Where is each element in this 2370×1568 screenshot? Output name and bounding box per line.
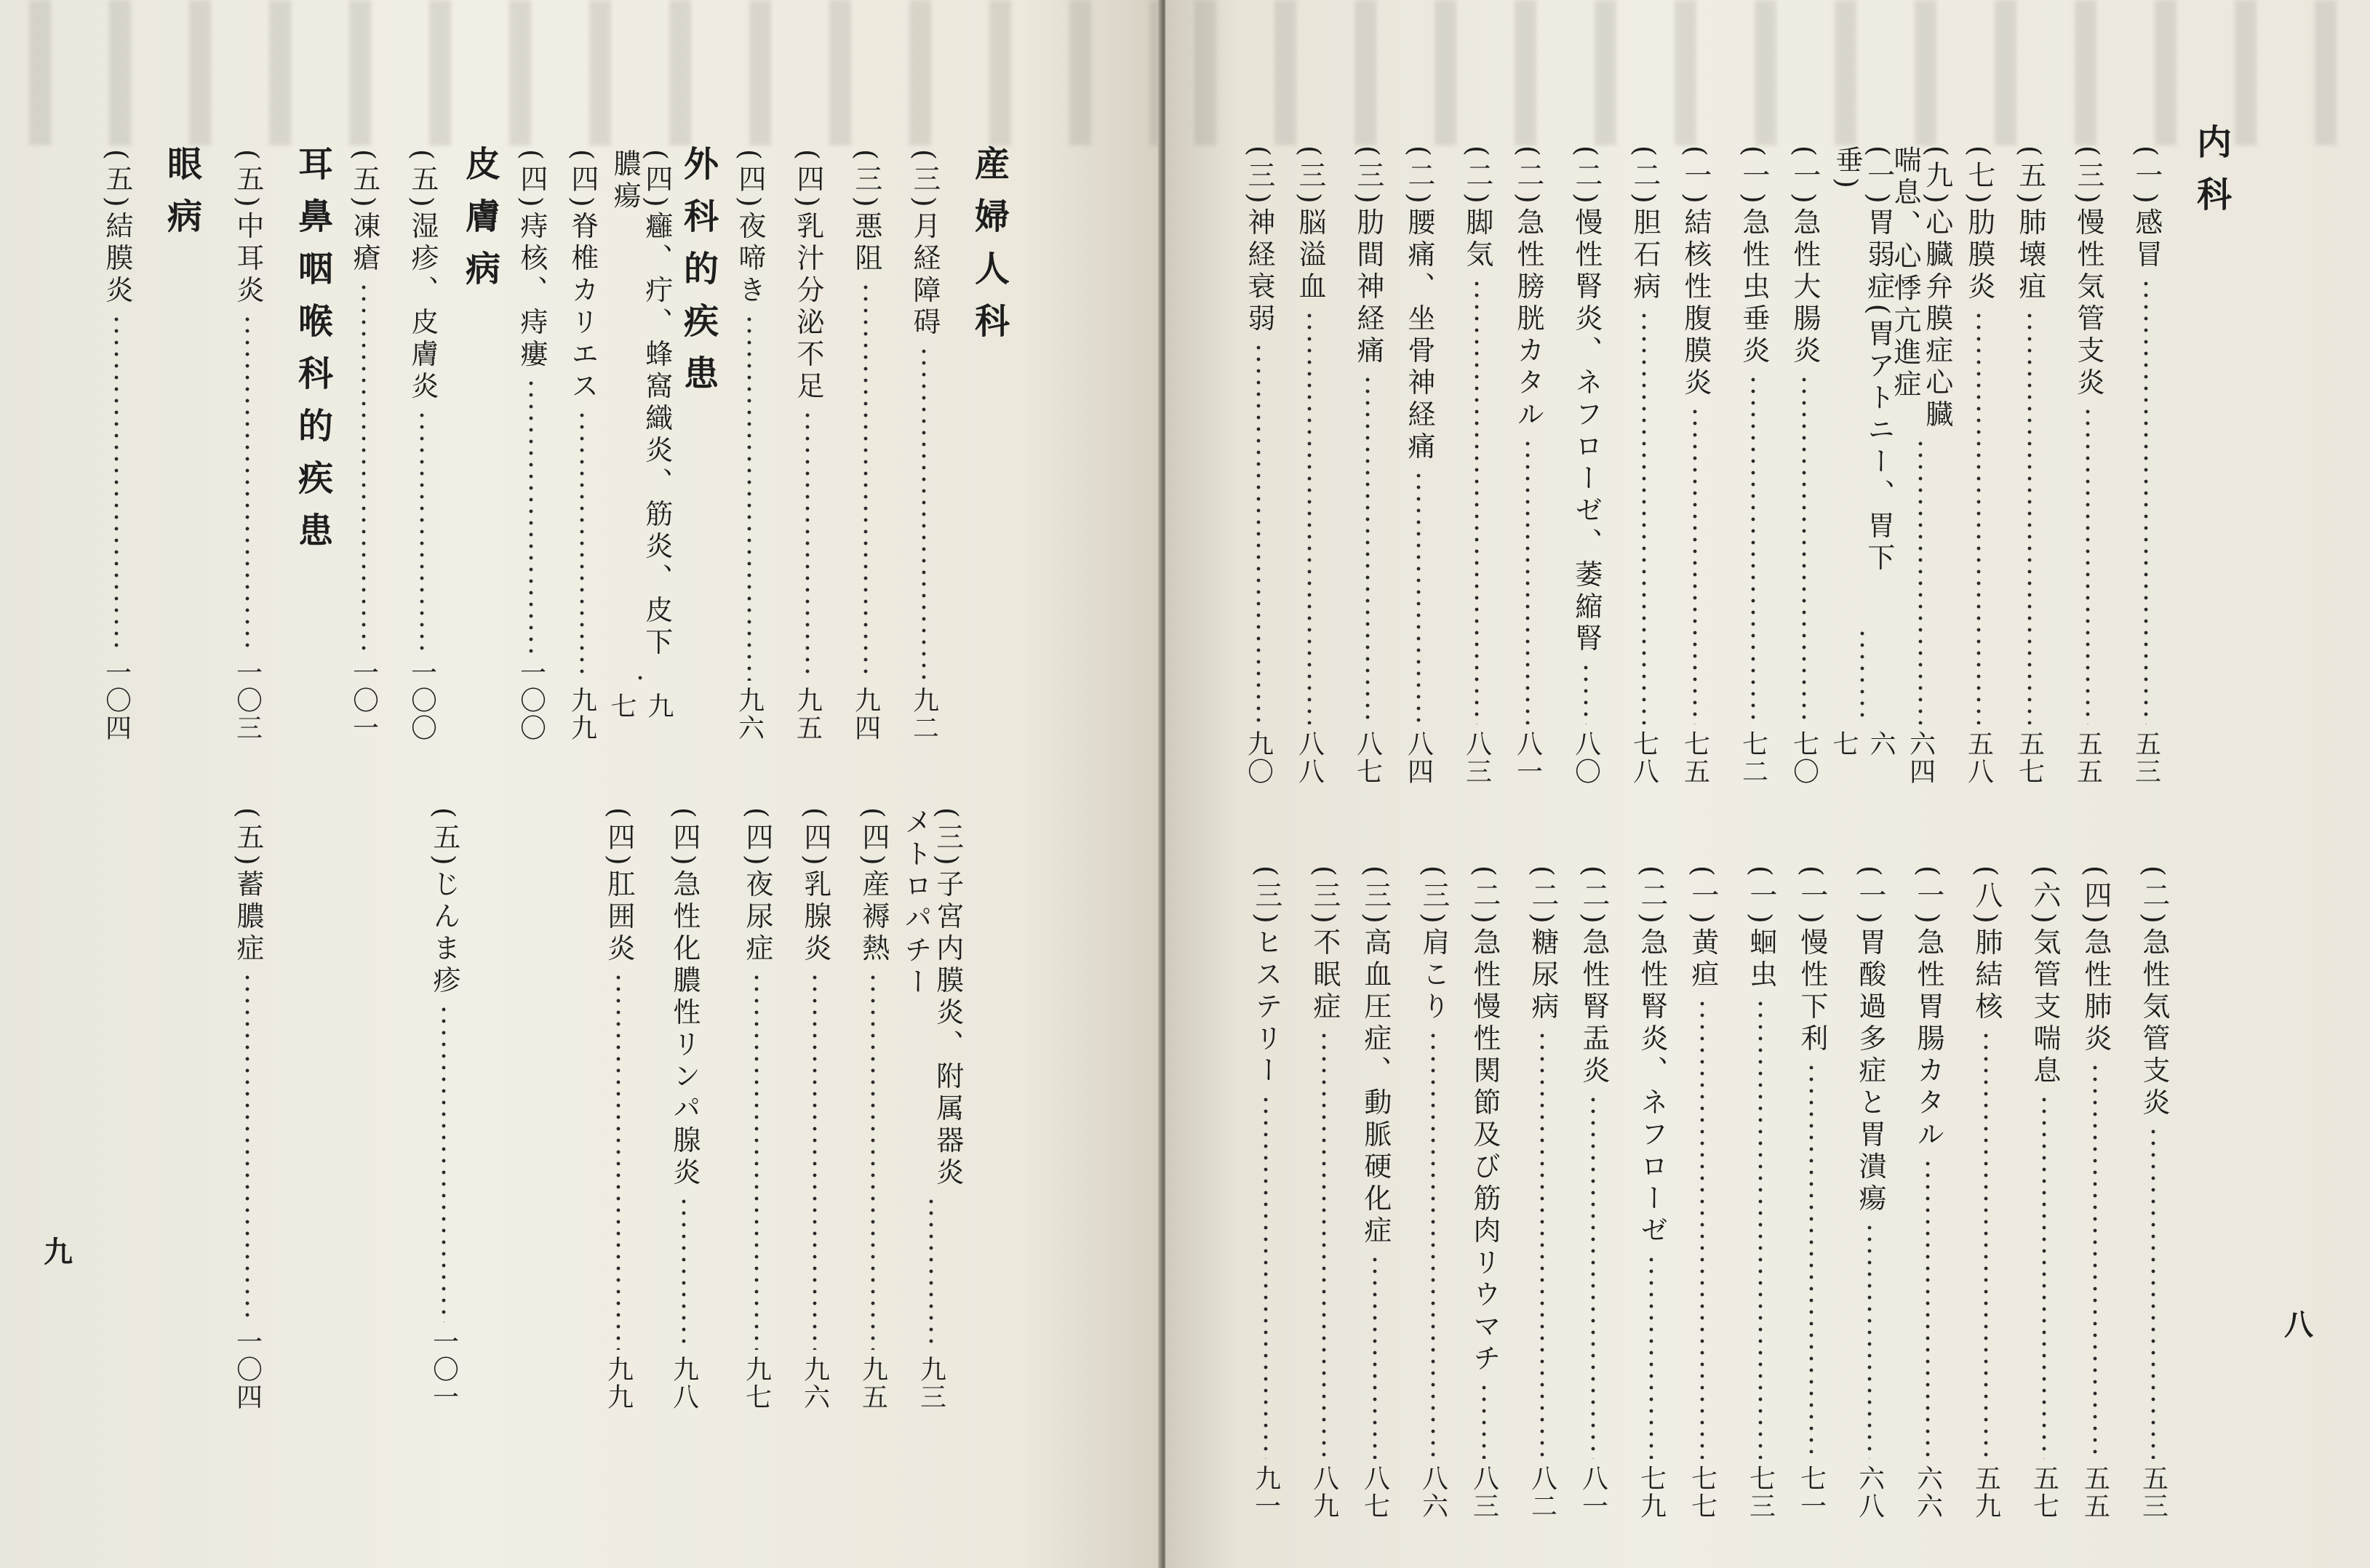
- toc-page-number: 八九: [1309, 1464, 1339, 1520]
- left-entry-11: [335, 149, 393, 742]
- right-lower-entry-4: [1899, 865, 1957, 1520]
- right-lower-entry-14: [1346, 865, 1404, 1520]
- toc-page-number: 五三: [2138, 1464, 2168, 1520]
- right-entry-3: [1950, 145, 2008, 785]
- toc-entry-label: (四)夜啼き: [733, 149, 766, 308]
- toc-page-number: 八二: [1527, 1464, 1557, 1520]
- toc-page-number: 九六: [799, 1355, 830, 1411]
- toc-entry-label: (三)ヒステリー: [1250, 865, 1282, 1088]
- right-entry-6: [1775, 145, 1833, 785]
- toc-page-number: 七七: [1687, 1464, 1717, 1520]
- dot-leader: [420, 409, 424, 653]
- dot-leader: [362, 281, 366, 653]
- left-entry-7: [553, 149, 611, 742]
- toc-entry-label: (四)急性化膿性リンパ腺炎: [668, 807, 701, 1190]
- toc-entry-label: (二)糖尿病: [1526, 865, 1559, 1024]
- dot-leader: [442, 1004, 446, 1322]
- left-heading-0: [960, 145, 1018, 355]
- dot-leader: [1322, 1030, 1326, 1459]
- toc-page-number: 八七: [1360, 1464, 1390, 1520]
- dot-leader: [1751, 374, 1755, 724]
- dot-leader: [682, 1196, 686, 1350]
- toc-entry-label: (四)痔核、痔瘻: [515, 149, 548, 372]
- left-lower-entry-0: [900, 807, 964, 1411]
- dot-leader: [1264, 1094, 1268, 1459]
- dot-leader: [1365, 374, 1370, 724]
- left-entry-13: [218, 149, 276, 742]
- left-entry-6: [607, 149, 674, 742]
- right-lower-entry-12: [1455, 865, 1513, 1520]
- dot-leader: [1758, 998, 1763, 1459]
- right-lower-entry-2: [2015, 865, 2073, 1520]
- dot-leader: [638, 672, 642, 687]
- toc-entry-label: (三)脳溢血: [1293, 145, 1326, 304]
- toc-page-number: 五五: [2080, 1464, 2110, 1520]
- toc-entry-label: (七)肋膜炎: [1963, 145, 1995, 304]
- toc-entry-label: (一)急性胃腸カタル: [1912, 865, 1944, 1152]
- left-entry-10: [393, 149, 451, 742]
- toc-entry-label: (四)急性肺炎: [2079, 865, 2112, 1056]
- toc-entry-label: (二)急性膀胱カタル: [1512, 145, 1544, 432]
- toc-entry-label: (一)急性大腸炎: [1788, 145, 1821, 368]
- toc-page-number: 一〇一: [348, 658, 379, 742]
- toc-entry-label: (四)夜尿症: [741, 807, 773, 966]
- toc-page-number: 五三: [2131, 729, 2161, 785]
- toc-page-number: 九三: [916, 1355, 946, 1411]
- toc-page-number: 九〇: [1243, 729, 1274, 785]
- right-entry-7: [1724, 145, 1782, 785]
- toc-page-number: 六八: [1854, 1464, 1885, 1520]
- toc-page-number: 七一: [1796, 1464, 1827, 1520]
- toc-page-number: 九二: [909, 686, 939, 742]
- toc-page-number: 七三: [1745, 1464, 1776, 1520]
- right-lower-entry-7: [1731, 865, 1790, 1520]
- toc-entry-label: (三)不眠症: [1308, 865, 1341, 1024]
- toc-page-number: 一〇四: [101, 658, 132, 742]
- toc-page-number: 七五: [1680, 729, 1710, 785]
- dot-leader: [805, 409, 810, 681]
- toc-page-number: 九九: [603, 1355, 634, 1411]
- toc-page-number: 五八: [1963, 729, 1994, 785]
- dot-leader: [1373, 1254, 1377, 1459]
- show-through-text: [0, 0, 1161, 145]
- toc-page-number: 五五: [2072, 729, 2103, 785]
- left-heading-12: [284, 145, 342, 564]
- dot-leader: [1591, 1094, 1595, 1459]
- toc-entry-label: (一)胃弱症(胃アトニー、胃下垂): [1831, 145, 1895, 575]
- left-lower-entry-7: [218, 807, 276, 1411]
- toc-entry-label: (四)癰、疔、蜂窩織炎、筋炎、皮下膿瘍: [609, 149, 673, 660]
- right-lower-entry-10: [1564, 865, 1622, 1520]
- right-lower-entry-16: [1237, 865, 1295, 1520]
- toc-page-number: 六六: [1912, 1464, 1943, 1520]
- left-lower-entry-6: [415, 807, 473, 1411]
- page-folio: 八: [2284, 1308, 2313, 1342]
- left-entry-2: [837, 149, 895, 742]
- toc-entry-label: (三)高血圧症、動脈硬化症: [1359, 865, 1392, 1248]
- toc-page-number: 八四: [1403, 729, 1434, 785]
- toc-page-number: 一〇一: [428, 1327, 459, 1411]
- toc-page-number: 九五: [858, 1355, 888, 1411]
- toc-entry-label: (二)脚気: [1461, 145, 1493, 272]
- section-heading: 耳鼻咽喉科的疾患: [292, 145, 333, 564]
- right-entry-0: [2117, 145, 2175, 785]
- toc-page-number: 九五: [792, 686, 823, 742]
- toc-page-number: 六四: [1905, 729, 1936, 785]
- toc-entry-label: (一)蛔虫: [1744, 865, 1777, 992]
- right-entry-15: [1280, 145, 1338, 785]
- toc-entry-label: (二)急性慢性関節及び筋肉リウマチ: [1468, 865, 1501, 1376]
- dot-leader: [1976, 310, 1981, 724]
- toc-page-number: 八八: [1294, 729, 1325, 785]
- right-entry-16: [1229, 145, 1288, 785]
- toc-entry-label: (五)肺壊疽: [2014, 145, 2046, 304]
- right-entry-4: [1889, 145, 1953, 785]
- right-lower-entry-13: [1404, 865, 1462, 1520]
- right-entry-2: [2000, 145, 2059, 785]
- toc-page-number: 一〇三: [232, 658, 263, 742]
- dot-leader: [754, 972, 759, 1350]
- toc-page-number: 八三: [1461, 729, 1492, 785]
- toc-page-number: 九四: [850, 686, 881, 742]
- dot-leader: [1984, 1030, 1988, 1459]
- toc-entry-label: (五)凍瘡: [348, 149, 380, 276]
- toc-page-number: 五九: [1971, 1464, 2001, 1520]
- dot-leader: [871, 972, 875, 1350]
- dot-leader: [2093, 1062, 2097, 1459]
- toc-page-number: 七〇: [1789, 729, 1819, 785]
- dot-leader: [1642, 310, 1646, 724]
- toc-page-number: 七九: [1636, 1464, 1667, 1520]
- right-lower-entry-0: [2124, 865, 2182, 1520]
- toc-entry-label: (二)慢性腎炎、ネフローゼ、萎縮腎: [1570, 145, 1603, 656]
- toc-page-number: 九六: [734, 686, 765, 742]
- toc-entry-label: (四)肛囲炎: [602, 807, 635, 966]
- dot-leader: [1693, 406, 1697, 724]
- toc-page-number: 八一: [1512, 729, 1543, 785]
- right-lower-entry-6: [1782, 865, 1840, 1520]
- dot-leader: [245, 313, 250, 653]
- dot-leader: [1431, 1030, 1435, 1459]
- left-lower-entry-3: [727, 807, 786, 1411]
- right-lower-entry-8: [1673, 865, 1731, 1520]
- left-lower-entry-1: [844, 807, 902, 1411]
- right-entry-10: [1557, 145, 1615, 785]
- dot-leader: [2027, 310, 2032, 724]
- toc-page-number: 八〇: [1571, 729, 1601, 785]
- toc-entry-label: (六)気管支喘息: [2028, 865, 2061, 1088]
- right-entry-13: [1389, 145, 1448, 785]
- left-entry-8: [502, 149, 560, 742]
- toc-entry-label: (一)慢性下利: [1795, 865, 1828, 1056]
- right-entry-9: [1615, 145, 1673, 785]
- right-entry-11: [1499, 145, 1557, 785]
- left-heading-14: [153, 145, 211, 250]
- toc-entry-label: (一)感冒: [2130, 145, 2163, 272]
- left-entry-3: [778, 149, 837, 742]
- toc-page-number: 五七: [2029, 1464, 2059, 1520]
- toc-page-number: 一〇〇: [516, 658, 546, 742]
- toc-entry-label: (四)脊椎カリエス: [566, 149, 599, 404]
- dot-leader: [1584, 662, 1588, 724]
- toc-entry-label: (三)悪阻: [850, 149, 882, 276]
- section-heading: 皮膚病: [459, 145, 500, 303]
- toc-page-number: 一〇四: [232, 1327, 263, 1411]
- left-entry-15: [87, 149, 145, 742]
- toc-entry-label: (五)中耳炎: [231, 149, 264, 308]
- dot-leader: [2042, 1094, 2046, 1459]
- right-entry-14: [1338, 145, 1397, 785]
- left-entry-1: [895, 149, 953, 742]
- right-lower-entry-3: [1957, 865, 2015, 1520]
- section-heading: 外科的疾患: [677, 145, 719, 407]
- page-folio: 九: [44, 1235, 73, 1269]
- section-heading-naika: [2182, 124, 2241, 228]
- toc-entry-label: (四)乳汁分泌不足: [791, 149, 824, 404]
- section-heading: 内科: [2190, 124, 2232, 228]
- toc-entry-label: (四)産褥熱: [857, 807, 890, 966]
- toc-entry-label: (三)子宮内膜炎、附属器炎 メトロパチー: [900, 807, 964, 1190]
- toc-entry-label: (二)急性気管支炎: [2137, 865, 2170, 1120]
- right-lower-entry-9: [1622, 865, 1680, 1520]
- dot-leader: [813, 972, 817, 1350]
- right-lower-entry-11: [1513, 865, 1571, 1520]
- toc-entry-label: (二)急性腎炎、ネフローゼ: [1635, 865, 1668, 1248]
- toc-entry-label: (三)肋間神経痛: [1352, 145, 1384, 368]
- toc-entry-label: (五)蓄膿症: [231, 807, 264, 966]
- toc-entry-label: (二)腰痛、坐骨神経痛: [1403, 145, 1435, 464]
- dot-leader: [1307, 310, 1312, 724]
- toc-entry-label: (三)神経衰弱: [1242, 145, 1275, 336]
- dot-leader: [2144, 278, 2148, 724]
- toc-entry-label: (五)結膜炎: [100, 149, 133, 308]
- toc-entry-label: (九)心臓弁膜症心臓 喘息、心悸亢進症: [1889, 145, 1953, 432]
- toc-page-number: 九一: [1250, 1464, 1281, 1520]
- toc-page-number: 九九: [567, 686, 597, 742]
- dot-leader: [1475, 278, 1479, 724]
- dot-leader: [1540, 1030, 1544, 1459]
- toc-entry-label: (三)月経障碍: [908, 149, 941, 340]
- toc-page-number: 九七: [741, 1355, 772, 1411]
- right-entry-12: [1448, 145, 1506, 785]
- dot-leader: [2086, 406, 2090, 724]
- dot-leader: [529, 377, 533, 653]
- left-lower-entry-5: [589, 807, 647, 1411]
- dot-leader: [929, 1196, 933, 1350]
- dot-leader: [114, 313, 119, 653]
- toc-entry-label: (五)湿疹、皮膚炎: [406, 149, 439, 404]
- dot-leader: [616, 972, 621, 1350]
- left-entry-4: [720, 149, 778, 742]
- dot-leader: [1525, 438, 1530, 724]
- toc-entry-label: (三)肩こり: [1417, 865, 1450, 1024]
- toc-page-number: 七八: [1629, 729, 1659, 785]
- toc-page-number: 六七: [1829, 730, 1896, 759]
- toc-page-number: 七二: [1738, 729, 1768, 785]
- toc-entry-label: (三)慢性気管支炎: [2072, 145, 2104, 400]
- dot-leader: [922, 345, 926, 681]
- dot-leader: [1649, 1254, 1653, 1459]
- dot-leader: [1860, 628, 1864, 724]
- right-lower-entry-1: [2066, 865, 2124, 1520]
- toc-entry-label: (二)急性腎盂炎: [1577, 865, 1610, 1088]
- toc-entry-label: (八)肺結核: [1970, 865, 2003, 1024]
- left-lower-entry-4: [655, 807, 713, 1411]
- dot-leader: [1256, 342, 1261, 724]
- dot-leader: [1482, 1382, 1486, 1459]
- toc-entry-label: (一)急性虫垂炎: [1737, 145, 1770, 368]
- toc-page-number: 八三: [1469, 1464, 1499, 1520]
- toc-page-number: 九八: [669, 1355, 699, 1411]
- dot-leader: [2151, 1126, 2155, 1459]
- right-entry-5: [1829, 145, 1896, 785]
- toc-entry-label: (一)黄疸: [1686, 865, 1719, 992]
- dot-leader: [1867, 1222, 1872, 1459]
- right-entry-8: [1666, 145, 1724, 785]
- toc-entry-label: (四)乳腺炎: [799, 807, 831, 966]
- section-heading: 産婦人科: [968, 145, 1010, 355]
- toc-page-number: 五七: [2014, 729, 2045, 785]
- dot-leader: [1802, 374, 1806, 724]
- dot-leader: [747, 313, 751, 681]
- right-entry-1: [2059, 145, 2117, 785]
- toc-entry-label: (一)結核性腹膜炎: [1679, 145, 1712, 400]
- dot-leader: [1416, 470, 1421, 724]
- section-heading: 眼病: [161, 145, 202, 250]
- left-heading-9: [451, 145, 509, 303]
- toc-page-number: 八六: [1418, 1464, 1448, 1520]
- dot-leader: [1809, 1062, 1814, 1459]
- dot-leader: [1926, 1158, 1930, 1459]
- toc-entry-label: (一)胃酸過多症と胃潰瘍: [1854, 865, 1886, 1216]
- toc-entry-label: (五)じんま疹: [428, 807, 460, 998]
- left-lower-entry-2: [786, 807, 844, 1411]
- toc-page-number: 一〇〇: [407, 658, 437, 742]
- dot-leader: [580, 409, 584, 681]
- dot-leader: [863, 281, 868, 681]
- toc-page-number: 八一: [1578, 1464, 1608, 1520]
- dot-leader: [245, 972, 250, 1322]
- left-heading-5: [669, 145, 727, 407]
- right-lower-entry-15: [1295, 865, 1353, 1520]
- dot-leader: [1700, 998, 1704, 1459]
- toc-page-number: 八七: [1352, 729, 1383, 785]
- toc-page-number: 九七: [607, 692, 674, 720]
- right-lower-entry-5: [1840, 865, 1899, 1520]
- dot-leader: [1918, 438, 1923, 724]
- toc-entry-label: (二)胆石病: [1628, 145, 1661, 304]
